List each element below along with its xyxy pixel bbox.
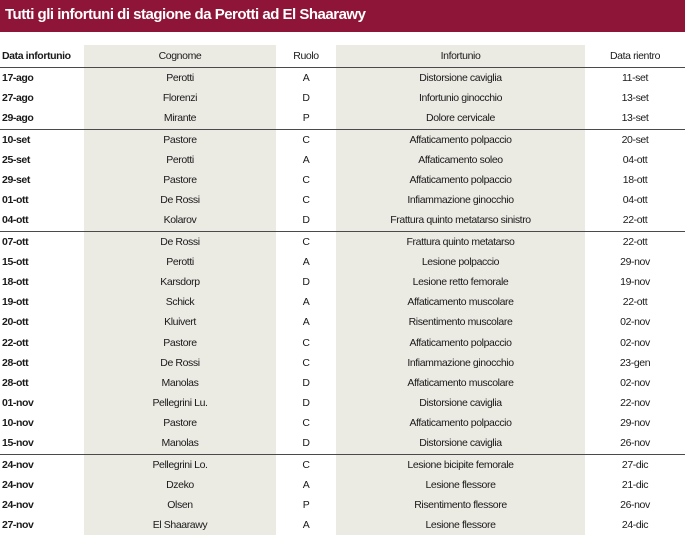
cell-injury-date: 20-ott bbox=[2, 316, 29, 329]
table-row bbox=[0, 475, 685, 495]
cell-surname: Pastore bbox=[84, 170, 276, 190]
cell-role: A bbox=[302, 316, 310, 329]
cell-injury-date: 01-ott bbox=[2, 194, 29, 207]
cell-injury-date: 24-nov bbox=[2, 499, 34, 512]
cell-injury-date: 07-ott bbox=[2, 235, 29, 248]
cell-return-date: 29-nov bbox=[620, 417, 650, 430]
cell-injury-date: 27-ago bbox=[2, 92, 34, 105]
cell-return-date: 26-nov bbox=[620, 499, 650, 512]
table-row bbox=[0, 332, 685, 352]
cell-surname: Pellegrini Lu. bbox=[84, 393, 276, 413]
cell-surname: Dzeko bbox=[84, 475, 276, 495]
table-row bbox=[0, 515, 685, 535]
cell-role: A bbox=[302, 153, 310, 166]
cell-surname: Manolas bbox=[84, 373, 276, 393]
cell-injury-date: 10-set bbox=[2, 133, 30, 146]
cell-injury: Affaticamento polpaccio bbox=[336, 413, 585, 433]
cell-injury: Distorsione caviglia bbox=[336, 68, 585, 88]
cell-injury: Distorsione caviglia bbox=[336, 433, 585, 453]
cell-surname: Schick bbox=[84, 292, 276, 312]
cell-role: C bbox=[302, 133, 310, 146]
cell-surname: Pellegrini Lo. bbox=[84, 455, 276, 475]
cell-injury: Dolore cervicale bbox=[336, 108, 585, 128]
table-row bbox=[0, 108, 685, 128]
cell-role: C bbox=[302, 336, 310, 349]
cell-role: D bbox=[302, 92, 310, 105]
cell-injury-date: 22-ott bbox=[2, 336, 29, 349]
cell-injury: Lesione flessore bbox=[336, 475, 585, 495]
cell-surname: Mirante bbox=[84, 108, 276, 128]
cell-injury-date: 04-ott bbox=[2, 214, 29, 227]
table-row bbox=[0, 252, 685, 272]
table-row bbox=[0, 353, 685, 373]
cell-return-date: 02-nov bbox=[620, 376, 650, 389]
cell-injury: Affaticamento muscolare bbox=[336, 373, 585, 393]
cell-injury: Infiammazione ginocchio bbox=[336, 190, 585, 210]
cell-injury: Affaticamento polpaccio bbox=[336, 332, 585, 352]
cell-injury: Frattura quinto metatarso sinistro bbox=[336, 210, 585, 230]
cell-surname: Pastore bbox=[84, 332, 276, 352]
cell-injury-date: 19-ott bbox=[2, 296, 29, 309]
cell-return-date: 26-nov bbox=[620, 437, 650, 450]
cell-return-date: 22-ott bbox=[622, 296, 648, 309]
cell-injury-date: 27-nov bbox=[2, 519, 34, 532]
cell-return-date: 02-nov bbox=[620, 336, 650, 349]
cell-surname: De Rossi bbox=[84, 232, 276, 252]
table-row bbox=[0, 190, 685, 210]
table-header-row bbox=[0, 45, 685, 67]
cell-injury: Lesione polpaccio bbox=[336, 252, 585, 272]
table-row bbox=[0, 150, 685, 170]
cell-injury: Lesione bicipite femorale bbox=[336, 455, 585, 475]
cell-surname: Pastore bbox=[84, 413, 276, 433]
cell-injury-date: 18-ott bbox=[2, 275, 29, 288]
cell-injury: Lesione flessore bbox=[336, 515, 585, 535]
cell-role: C bbox=[302, 417, 310, 430]
table-row bbox=[0, 129, 685, 150]
cell-injury-date: 24-nov bbox=[2, 478, 34, 491]
cell-role: A bbox=[302, 519, 310, 532]
cell-return-date: 19-nov bbox=[620, 275, 650, 288]
page-title: Tutti gli infortuni di stagione da Perotti ad El Shaarawy bbox=[5, 6, 366, 23]
cell-return-date: 20-set bbox=[621, 133, 649, 146]
cell-role: P bbox=[302, 499, 310, 512]
table-row bbox=[0, 495, 685, 515]
cell-surname: Perotti bbox=[84, 150, 276, 170]
cell-return-date: 04-ott bbox=[622, 194, 648, 207]
table-row bbox=[0, 231, 685, 252]
cell-return-date: 21-dic bbox=[621, 478, 649, 491]
header-date: Data infortunio bbox=[2, 50, 71, 62]
cell-surname: El Shaarawy bbox=[84, 515, 276, 535]
cell-surname: Manolas bbox=[84, 433, 276, 453]
cell-return-date: 11-set bbox=[621, 72, 648, 85]
cell-injury: Infiammazione ginocchio bbox=[336, 353, 585, 373]
cell-role: C bbox=[302, 235, 310, 248]
cell-role: A bbox=[302, 478, 310, 491]
cell-role: D bbox=[302, 437, 310, 450]
cell-return-date: 13-set bbox=[621, 92, 649, 105]
cell-role: D bbox=[302, 376, 310, 389]
cell-surname: De Rossi bbox=[84, 353, 276, 373]
table-row bbox=[0, 292, 685, 312]
cell-injury: Risentimento flessore bbox=[336, 495, 585, 515]
cell-return-date: 29-nov bbox=[620, 255, 650, 268]
cell-injury-date: 24-nov bbox=[2, 458, 34, 471]
injury-table bbox=[0, 45, 685, 535]
cell-injury: Affaticamento muscolare bbox=[336, 292, 585, 312]
cell-injury-date: 10-nov bbox=[2, 417, 34, 430]
cell-surname: Kolarov bbox=[84, 210, 276, 230]
cell-return-date: 18-ott bbox=[622, 174, 648, 187]
cell-role: A bbox=[302, 296, 310, 309]
cell-return-date: 22-ott bbox=[622, 235, 648, 248]
cell-role: A bbox=[302, 72, 310, 85]
cell-return-date: 22-ott bbox=[622, 214, 648, 227]
cell-role: D bbox=[302, 275, 310, 288]
cell-role: C bbox=[302, 174, 310, 187]
cell-injury-date: 29-set bbox=[2, 174, 30, 187]
header-role: Ruolo bbox=[293, 50, 319, 62]
cell-injury-date: 15-nov bbox=[2, 437, 34, 450]
cell-surname: Perotti bbox=[84, 252, 276, 272]
cell-surname: Karsdorp bbox=[84, 272, 276, 292]
cell-return-date: 24-dic bbox=[621, 519, 649, 532]
cell-surname: Perotti bbox=[84, 68, 276, 88]
header-return: Data rientro bbox=[609, 50, 661, 62]
cell-injury: Risentimento muscolare bbox=[336, 312, 585, 332]
cell-return-date: 22-nov bbox=[620, 397, 650, 410]
cell-injury: Affaticamento polpaccio bbox=[336, 130, 585, 150]
cell-surname: De Rossi bbox=[84, 190, 276, 210]
table-row bbox=[0, 454, 685, 475]
cell-injury-date: 01-nov bbox=[2, 397, 34, 410]
table-row bbox=[0, 312, 685, 332]
cell-return-date: 13-set bbox=[621, 112, 649, 125]
table-row bbox=[0, 393, 685, 413]
cell-return-date: 23-gen bbox=[619, 356, 651, 369]
cell-surname: Olsen bbox=[84, 495, 276, 515]
cell-injury-date: 29-ago bbox=[2, 112, 34, 125]
cell-injury-date: 17-ago bbox=[2, 72, 34, 85]
table-row bbox=[0, 67, 685, 88]
cell-role: C bbox=[302, 194, 310, 207]
cell-role: C bbox=[302, 356, 310, 369]
cell-injury: Affaticamento soleo bbox=[336, 150, 585, 170]
cell-return-date: 27-dic bbox=[621, 458, 649, 471]
cell-role: C bbox=[302, 458, 310, 471]
cell-role: D bbox=[302, 397, 310, 410]
table-row bbox=[0, 373, 685, 393]
title-bar bbox=[0, 0, 685, 32]
cell-injury-date: 28-ott bbox=[2, 356, 29, 369]
cell-injury-date: 25-set bbox=[2, 153, 30, 166]
cell-role: D bbox=[302, 214, 310, 227]
table-row bbox=[0, 88, 685, 108]
cell-injury: Distorsione caviglia bbox=[336, 393, 585, 413]
cell-injury: Infortunio ginocchio bbox=[336, 88, 585, 108]
table-row bbox=[0, 433, 685, 453]
table-row bbox=[0, 413, 685, 433]
cell-surname: Kluivert bbox=[84, 312, 276, 332]
table-body bbox=[0, 67, 685, 535]
cell-injury: Affaticamento polpaccio bbox=[336, 170, 585, 190]
table-row bbox=[0, 210, 685, 230]
cell-injury-date: 28-ott bbox=[2, 376, 29, 389]
table-row bbox=[0, 272, 685, 292]
cell-return-date: 04-ott bbox=[622, 153, 648, 166]
cell-role: A bbox=[302, 255, 310, 268]
table-row bbox=[0, 170, 685, 190]
cell-injury-date: 15-ott bbox=[2, 255, 29, 268]
header-injury: Infortunio bbox=[336, 45, 585, 67]
cell-injury: Frattura quinto metatarso bbox=[336, 232, 585, 252]
cell-role: P bbox=[302, 112, 310, 125]
cell-injury: Lesione retto femorale bbox=[336, 272, 585, 292]
cell-return-date: 02-nov bbox=[620, 316, 650, 329]
header-surname: Cognome bbox=[84, 45, 276, 67]
cell-surname: Pastore bbox=[84, 130, 276, 150]
cell-surname: Florenzi bbox=[84, 88, 276, 108]
